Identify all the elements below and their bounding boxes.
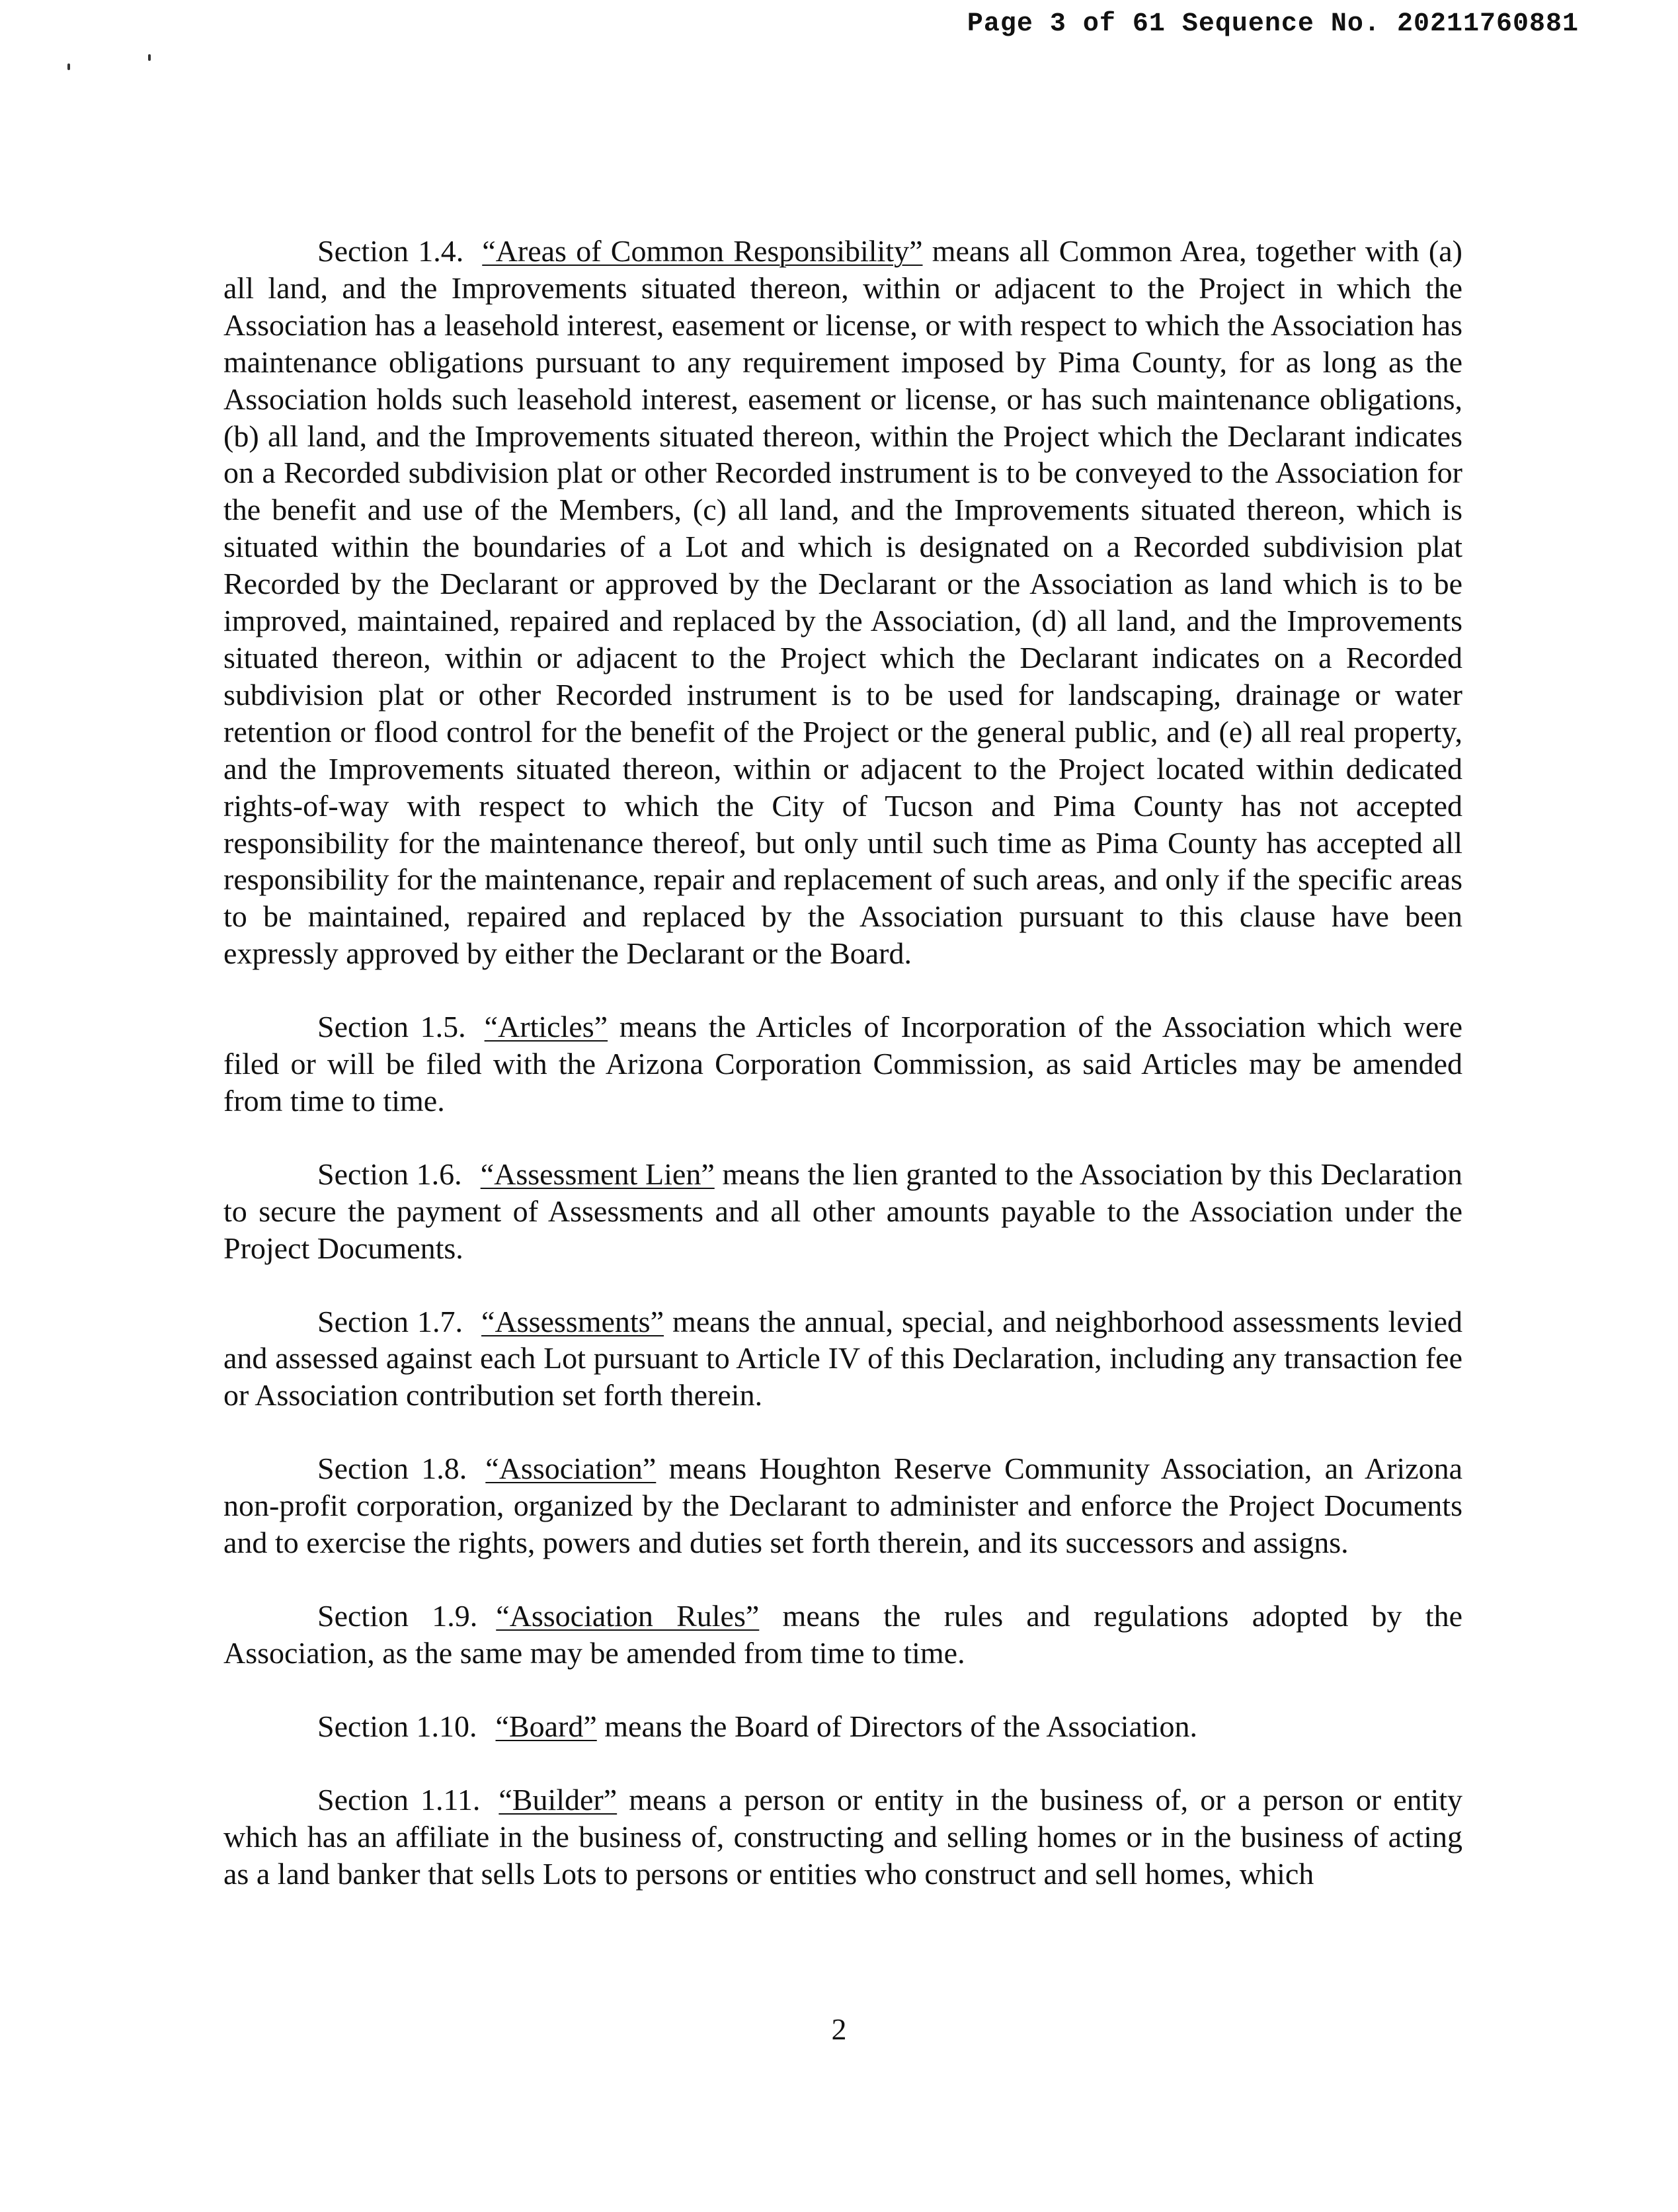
section-number: Section 1.5. — [317, 1010, 466, 1044]
scan-speck — [148, 54, 151, 61]
section-text: means the lien granted to the Association by this Declaration to secure the payment of Assessments and all other amounts payable to the Association under the Project Documents. — [223, 1157, 1462, 1265]
section-number: Section 1.8. — [317, 1452, 467, 1486]
section-text: means Houghton Reserve Community Association, an Arizona non-profit corporation, organized by the Declarant to administer and enforce the Project Documents and to exercise the rights, powers and duties set forth therein, and its successors and assigns. — [223, 1452, 1462, 1560]
section-text: means all Common Area, together with (a) all land, and the Improvements situated thereon, within or adjacent to the Project in which the Association has a leasehold interest, easement or license, or with respect to which the Association has maintenance obligations pursuant to any requirement imposed by Pima County, for as long as the Association holds such leasehold interest, easement or license, or has such maintenance obligations, (b) all land, and the Improvements situated thereon, within the Project which the Declarant indicates on a Recorded subdivision plat or other Recorded instrument is to be conveyed to the Association for the benefit and use of the Members, (c) all land, and the Improvements situated thereon, which is situated within the boundaries of a Lot and which is designated on a Recorded subdivision plat Recorded by the Declarant or approved by the Declarant or the Association as land which is to be improved, maintained, repaired and replaced by the Association, (d) all land, and the Improvements situated thereon, within or adjacent to the Project which the Declarant indicates on a Recorded subdivision plat or other Recorded instrument is to be used for landscaping, drainage or water retention or flood control for the benefit of the Project or the general public, and (e) all real property, and the Improvements situated thereon, within or adjacent to the Project located within dedicated rights-of-way with respect to which the City of Tucson and Pima County has not accepted responsibility for the maintenance thereof, but only until such time as Pima County has accepted all responsibility for the maintenance, repair and replacement of such areas, and only if the specific areas to be maintained, repaired and replaced by the Association pursuant to this clause have been expressly approved by either the Declarant or the Board. — [223, 234, 1462, 971]
defined-term: “Builder” — [499, 1782, 618, 1817]
section-number: Section 1.4. — [317, 234, 464, 268]
defined-term: “Areas of Common Responsibility” — [482, 234, 923, 268]
section-1-8 — [223, 1450, 1462, 1561]
section-text: means the rules and regulations adopted by the Association, as the same may be amended from time to time. — [223, 1599, 1462, 1670]
section-number: Section 1.11. — [317, 1782, 481, 1817]
defined-term: “Assessment Lien” — [480, 1157, 715, 1191]
defined-term: “Association” — [485, 1452, 657, 1486]
section-number: Section 1.7. — [317, 1304, 463, 1338]
defined-term: “Assessments” — [481, 1304, 664, 1338]
section-text: means the Board of Directors of the Association. — [596, 1709, 1198, 1743]
page-number: 2 — [831, 2012, 847, 2046]
defined-term: “Articles” — [484, 1010, 608, 1044]
section-number: Section 1.10. — [317, 1709, 477, 1743]
section-text: means the Articles of Incorporation of the Association which were filed or will be filed with the Arizona Corporation Commission, as said Articles may be amended from time to time. — [223, 1010, 1463, 1118]
document-body — [223, 233, 1462, 1928]
section-1-4 — [223, 233, 1462, 972]
section-1-7 — [223, 1303, 1462, 1414]
section-1-10 — [223, 1708, 1462, 1745]
scan-speck — [67, 63, 70, 70]
section-1-5 — [223, 1008, 1462, 1120]
section-number: Section 1.6. — [317, 1157, 462, 1191]
defined-term: “Board” — [495, 1709, 597, 1743]
section-number: Section 1.9. — [317, 1599, 478, 1633]
section-1-11 — [223, 1782, 1462, 1893]
section-1-9 — [223, 1598, 1462, 1672]
section-text: means the annual, special, and neighborhood assessments levied and assessed against each Lot pursuant to Article IV of this Declaration, including any transaction fee or Association contribution set forth therein. — [223, 1304, 1463, 1413]
section-text: means a person or entity in the business of, or a person or entity which has an affiliate in the business of, constructing and selling homes or in the business of acting as a land banker that sells Lots to persons or entities who construct and sell homes, which — [223, 1782, 1462, 1891]
section-1-6 — [223, 1156, 1462, 1267]
defined-term: “Association Rules” — [496, 1599, 760, 1633]
page-sequence-stamp: Page 3 of 61 Sequence No. 20211760881 — [967, 9, 1579, 39]
